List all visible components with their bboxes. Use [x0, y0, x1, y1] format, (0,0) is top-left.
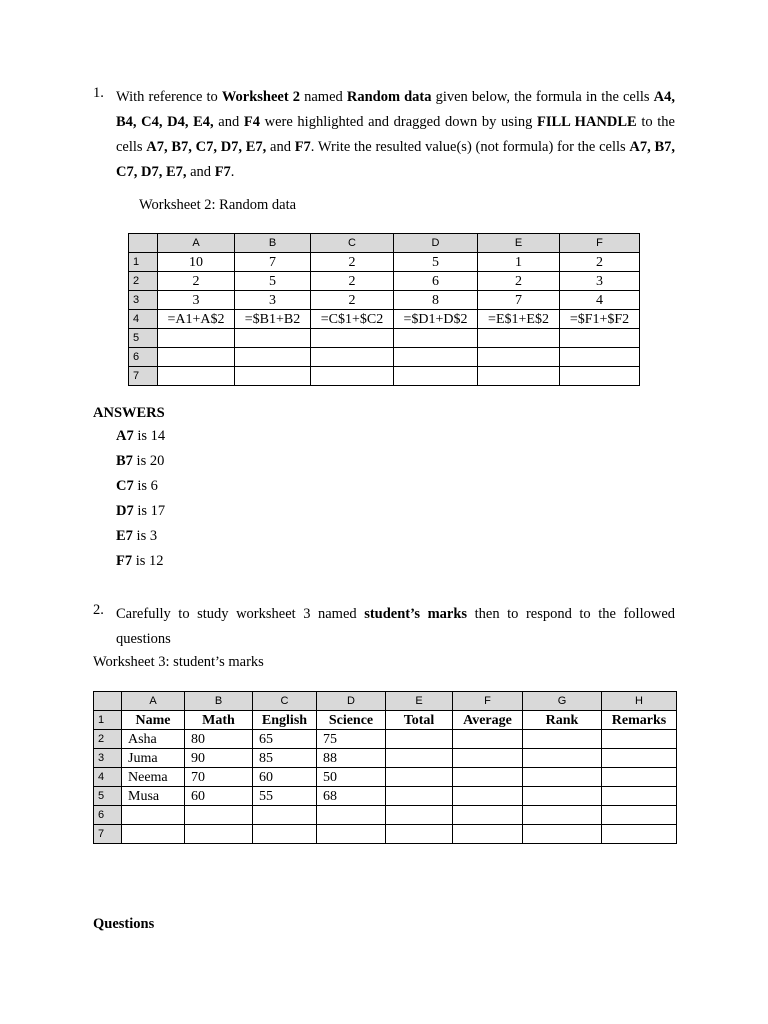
table-row	[129, 291, 640, 310]
answers-list	[93, 424, 165, 574]
cell	[386, 825, 453, 844]
cell: =C$1+$C2	[311, 310, 394, 329]
cell	[158, 348, 235, 367]
q1-text-part: and	[186, 164, 215, 180]
cell: 1	[478, 253, 560, 272]
column-header: F	[453, 692, 523, 711]
q2-text-part: then to respond to the followed questions	[116, 606, 676, 647]
column-header-row	[129, 234, 640, 253]
row-number: 5	[94, 787, 122, 806]
cell: 4	[560, 291, 640, 310]
column-header: A	[158, 234, 235, 253]
q1-text-part: to the cells	[116, 114, 675, 155]
row-number: 1	[94, 711, 122, 730]
cell	[560, 329, 640, 348]
cell: 55	[253, 787, 317, 806]
cell	[185, 806, 253, 825]
cell: Asha	[122, 730, 185, 749]
corner-cell	[94, 692, 122, 711]
cell: 8	[394, 291, 478, 310]
cell	[235, 367, 311, 386]
cell	[478, 348, 560, 367]
cell	[453, 806, 523, 825]
table-row	[94, 730, 677, 749]
corner-cell	[129, 234, 158, 253]
answer-cell: C7	[116, 478, 134, 494]
question-2	[93, 602, 675, 652]
cell	[235, 329, 311, 348]
cell: 2	[560, 253, 640, 272]
row-number: 4	[129, 310, 158, 329]
row-number: 6	[94, 806, 122, 825]
header-cell: Science	[317, 711, 386, 730]
answers-section	[93, 402, 165, 574]
q1-text-part: Worksheet 2	[221, 89, 301, 105]
header-cell: Name	[122, 711, 185, 730]
row-number: 2	[94, 730, 122, 749]
row-number: 3	[94, 749, 122, 768]
cell: 70	[185, 768, 253, 787]
q2-text-part: Carefully to study worksheet 3 named	[116, 606, 365, 622]
cell: 5	[394, 253, 478, 272]
cell: =$B1+B2	[235, 310, 311, 329]
question-2-number: 2.	[93, 602, 104, 618]
column-header: E	[386, 692, 453, 711]
answer-item	[116, 524, 165, 549]
cell	[386, 806, 453, 825]
answer-value: is 6	[133, 478, 158, 494]
cell: 88	[317, 749, 386, 768]
cell: 2	[478, 272, 560, 291]
cell: 7	[478, 291, 560, 310]
cell: 3	[158, 291, 235, 310]
cell	[311, 367, 394, 386]
cell: 2	[311, 253, 394, 272]
cell	[453, 730, 523, 749]
q1-text-part: and	[213, 114, 244, 130]
cell	[523, 730, 602, 749]
cell	[386, 787, 453, 806]
cell	[235, 348, 311, 367]
cell	[122, 806, 185, 825]
q1-text-part: With reference to	[116, 89, 222, 105]
cell	[453, 825, 523, 844]
cell: 85	[253, 749, 317, 768]
answer-value: is 17	[133, 503, 166, 519]
cell: 10	[158, 253, 235, 272]
cell	[560, 367, 640, 386]
table-row	[129, 367, 640, 386]
cell: 75	[317, 730, 386, 749]
cell: 90	[185, 749, 253, 768]
worksheet-3-caption: Worksheet 3: student’s marks	[93, 654, 264, 670]
q1-text-part: FILL HANDLE	[537, 114, 637, 130]
cell	[523, 787, 602, 806]
table-row	[129, 329, 640, 348]
table-row	[129, 253, 640, 272]
cell	[317, 825, 386, 844]
cell	[453, 787, 523, 806]
header-cell: Total	[386, 711, 453, 730]
row-number: 4	[94, 768, 122, 787]
cell	[602, 749, 677, 768]
column-header: B	[235, 234, 311, 253]
question-1	[93, 85, 675, 185]
column-header: E	[478, 234, 560, 253]
cell: 60	[253, 768, 317, 787]
answer-value: is 3	[132, 528, 158, 544]
worksheet-3-table	[93, 691, 677, 844]
cell: 80	[185, 730, 253, 749]
cell	[386, 768, 453, 787]
cell	[386, 749, 453, 768]
answer-cell: E7	[116, 528, 133, 544]
q2-text-part: student’s marks	[364, 606, 468, 622]
cell	[394, 367, 478, 386]
q1-text-part: Random data	[346, 89, 432, 105]
cell: 50	[317, 768, 386, 787]
worksheet-2-table	[128, 233, 640, 386]
header-cell: Math	[185, 711, 253, 730]
row-number: 2	[129, 272, 158, 291]
column-header: F	[560, 234, 640, 253]
cell: =$F1+$F2	[560, 310, 640, 329]
cell: Musa	[122, 787, 185, 806]
q1-text-part: . Write the resulted value(s) (not formula) for the cells	[310, 139, 630, 155]
cell	[253, 806, 317, 825]
table-row	[94, 806, 677, 825]
cell: 6	[394, 272, 478, 291]
table-row	[94, 825, 677, 844]
header-cell: Average	[453, 711, 523, 730]
table-row	[94, 768, 677, 787]
cell: Neema	[122, 768, 185, 787]
row-number: 3	[129, 291, 158, 310]
header-cell: English	[253, 711, 317, 730]
table-row	[94, 787, 677, 806]
cell: 2	[158, 272, 235, 291]
cell	[602, 825, 677, 844]
cell: 3	[560, 272, 640, 291]
cell	[602, 730, 677, 749]
cell	[185, 825, 253, 844]
column-header-row	[94, 692, 677, 711]
cell	[523, 749, 602, 768]
questions-heading: Questions	[93, 916, 155, 932]
answer-cell: A7	[116, 428, 134, 444]
q1-text-part: F4	[243, 114, 260, 130]
table-row	[129, 348, 640, 367]
question-2-text	[116, 602, 675, 652]
cell: 3	[235, 291, 311, 310]
answer-cell: D7	[116, 503, 134, 519]
answer-cell: B7	[116, 453, 133, 469]
row-number: 6	[129, 348, 158, 367]
cell	[523, 825, 602, 844]
row-number: 1	[129, 253, 158, 272]
cell: 65	[253, 730, 317, 749]
cell: =$D1+D$2	[394, 310, 478, 329]
answer-item	[116, 549, 165, 574]
cell: =A1+A$2	[158, 310, 235, 329]
cell	[453, 749, 523, 768]
answer-value: is 14	[133, 428, 166, 444]
column-header: A	[122, 692, 185, 711]
cell	[478, 329, 560, 348]
answers-title: ANSWERS	[93, 405, 165, 421]
cell	[453, 768, 523, 787]
answer-value: is 20	[132, 453, 165, 469]
cell: 7	[235, 253, 311, 272]
q1-text-part: A7, B7, C7, D7, E7,	[116, 139, 675, 180]
header-cell: Rank	[523, 711, 602, 730]
cell	[311, 329, 394, 348]
answer-item	[116, 474, 165, 499]
cell	[317, 806, 386, 825]
table-row	[129, 272, 640, 291]
cell	[122, 825, 185, 844]
column-header: H	[602, 692, 677, 711]
table-row	[129, 310, 640, 329]
question-1-number: 1.	[93, 85, 104, 101]
row-number: 7	[129, 367, 158, 386]
column-header: D	[394, 234, 478, 253]
table-row	[94, 711, 677, 730]
cell	[560, 348, 640, 367]
row-number: 5	[129, 329, 158, 348]
cell	[253, 825, 317, 844]
cell	[158, 367, 235, 386]
cell: 5	[235, 272, 311, 291]
cell	[478, 367, 560, 386]
cell: 2	[311, 272, 394, 291]
q1-text-part: F7	[294, 139, 311, 155]
cell	[602, 787, 677, 806]
table-row	[94, 749, 677, 768]
column-header: B	[185, 692, 253, 711]
column-header: C	[253, 692, 317, 711]
q1-text-part: were highlighted and dragged down by using	[259, 114, 538, 130]
cell: 2	[311, 291, 394, 310]
q1-text-part: given below, the formula in the cells	[431, 89, 654, 105]
cell: Juma	[122, 749, 185, 768]
cell: 60	[185, 787, 253, 806]
answer-item	[116, 499, 165, 524]
cell	[158, 329, 235, 348]
cell	[394, 348, 478, 367]
q1-text-part: named	[300, 89, 347, 105]
row-number: 7	[94, 825, 122, 844]
cell	[523, 806, 602, 825]
cell	[602, 768, 677, 787]
cell	[523, 768, 602, 787]
cell: 68	[317, 787, 386, 806]
cell	[386, 730, 453, 749]
answer-item	[116, 424, 165, 449]
answer-value: is 12	[132, 553, 164, 569]
q1-text-part: A4, B4, C4, D4, E4,	[116, 89, 675, 130]
q1-text-part: .	[230, 164, 235, 180]
cell	[602, 806, 677, 825]
q1-text-part: F7	[214, 164, 231, 180]
cell	[311, 348, 394, 367]
question-1-text	[116, 85, 675, 185]
q1-text-part: and	[266, 139, 295, 155]
answer-cell: F7	[116, 553, 133, 569]
q1-text-part: A7, B7, C7, D7, E7,	[146, 139, 267, 155]
column-header: G	[523, 692, 602, 711]
column-header: D	[317, 692, 386, 711]
column-header: C	[311, 234, 394, 253]
header-cell: Remarks	[602, 711, 677, 730]
answer-item	[116, 449, 165, 474]
cell	[394, 329, 478, 348]
cell: =E$1+E$2	[478, 310, 560, 329]
worksheet-2-caption: Worksheet 2: Random data	[139, 197, 297, 213]
